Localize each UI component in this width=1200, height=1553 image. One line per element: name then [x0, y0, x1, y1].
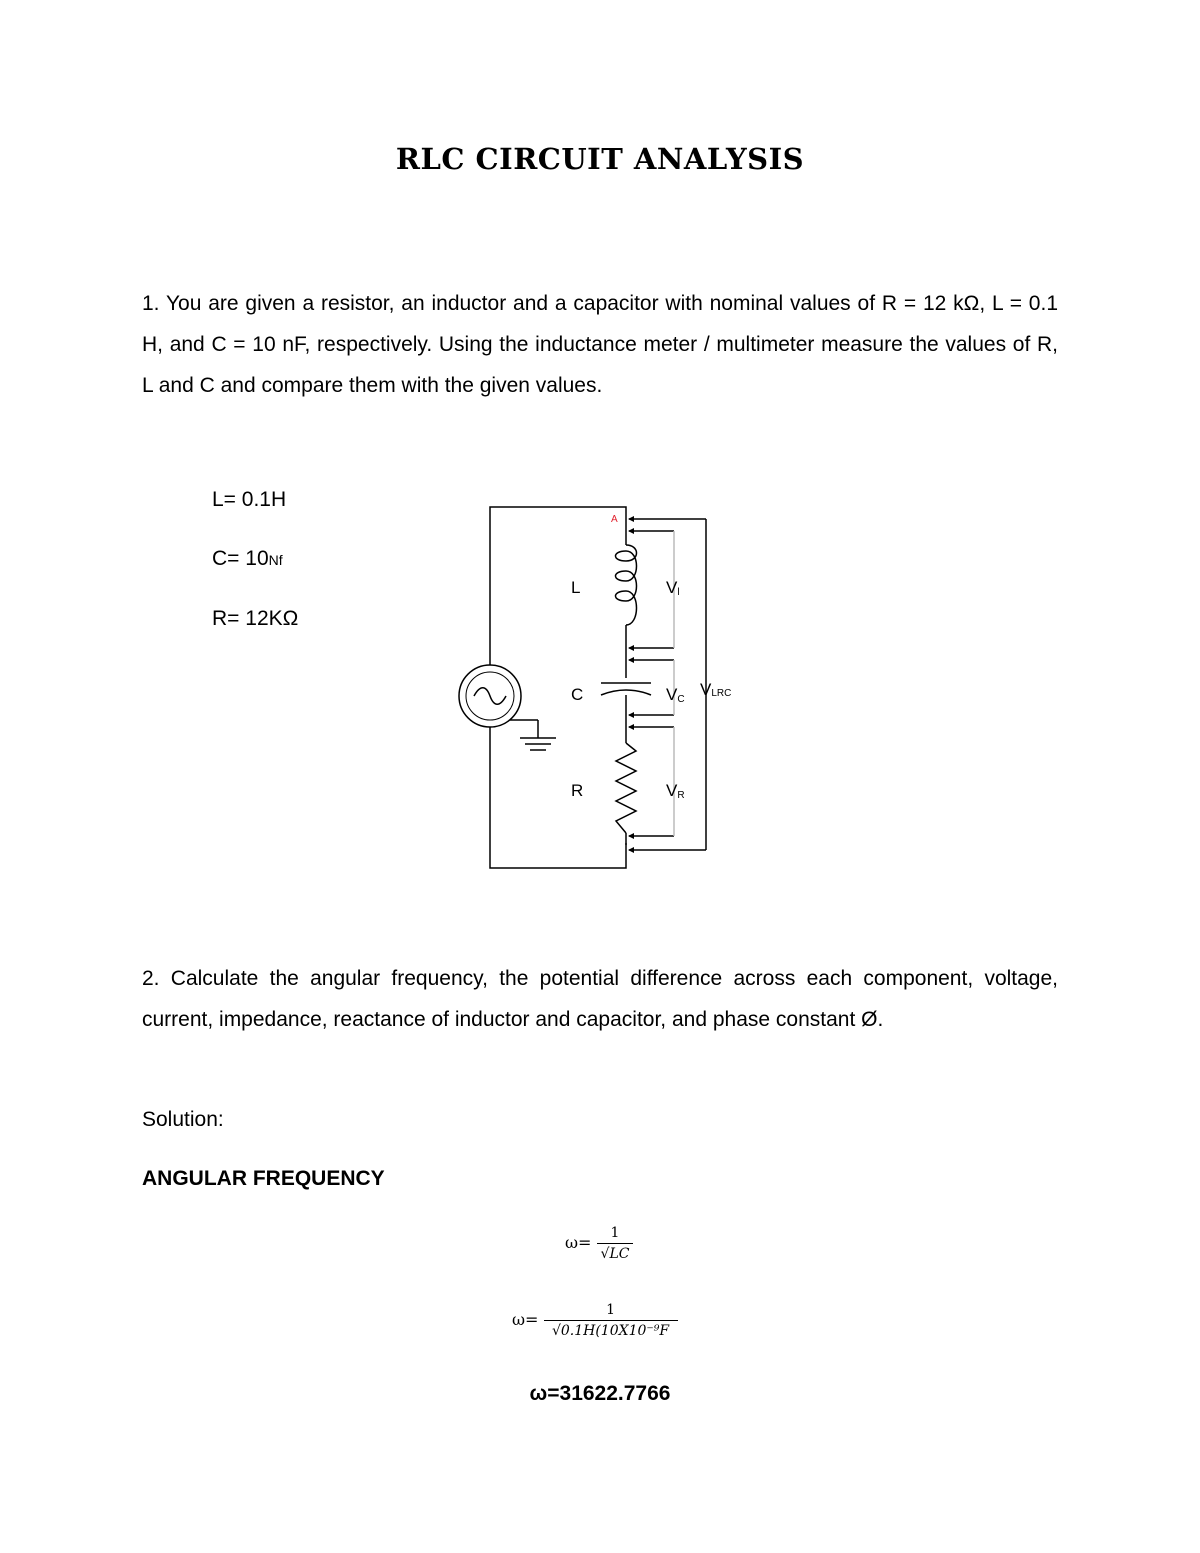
total-voltage-symbol: V: [700, 680, 712, 699]
inductor-voltage-subscript: l: [677, 587, 680, 598]
capacitor-label: C: [571, 685, 584, 704]
capacitor-voltage-label: [666, 685, 685, 705]
question-1-text: 1. You are given a resistor, an inductor and a capacitor with nominal values of R = 12 kΩ, L = 0.1 H, and C = 10 nF, respectively. Using the inductance meter / multimeter measure the values of R, L and C and compare them with the given values.: [142, 292, 1058, 397]
total-voltage-label: [700, 680, 731, 699]
formula-angular-frequency-substituted: [512, 1302, 678, 1339]
formula-2-numerator: 1: [606, 1302, 615, 1318]
inductance-value: L= 0.1H: [212, 488, 287, 511]
ground-icon: [510, 720, 556, 750]
formula-1-lhs: ω=: [565, 1233, 592, 1252]
question-2-text: 2. Calculate the angular frequency, the potential difference across each component, voltage, current, impedance, reactance of inductor and capacitor, and phase constant Ø.: [142, 967, 1058, 1031]
formula-1-fraction: [597, 1225, 634, 1262]
formula-2-denominator: √0.1H(10X10⁻⁹F: [544, 1320, 678, 1339]
probe-arrows: [628, 516, 634, 853]
capacitor-voltage-subscript: C: [677, 694, 685, 705]
formula-2-fraction: [544, 1302, 678, 1339]
formula-1-numerator: 1: [610, 1225, 620, 1241]
node-a-label: A: [611, 514, 618, 525]
resistor-label: R: [571, 781, 584, 800]
capacitance-value: [212, 547, 283, 571]
formula-1-denominator: √LC: [597, 1243, 634, 1262]
formula-2-lhs: ω=: [512, 1310, 539, 1329]
resistance-value: R= 12KΩ: [212, 607, 299, 630]
resistor-symbol: [616, 743, 636, 833]
inductor-label: L: [571, 578, 581, 597]
wire-top: [490, 507, 626, 677]
solution-label: Solution:: [142, 1108, 224, 1131]
angular-frequency-result: ω=31622.7766: [529, 1382, 671, 1405]
inductor-voltage-symbol: V: [666, 578, 678, 597]
total-voltage-subscript: LRC: [711, 688, 732, 699]
capacitance-value-number: C= 10: [212, 547, 269, 570]
resistor-voltage-label: [666, 781, 685, 801]
page-title: RLC CIRCUIT ANALYSIS: [395, 142, 805, 176]
rlc-circuit-diagram: [440, 495, 770, 880]
capacitance-unit: Nf: [268, 552, 283, 568]
capacitor-symbol: [601, 683, 651, 695]
wire-bottom: [490, 715, 626, 868]
formula-angular-frequency-general: [565, 1225, 633, 1262]
inductor-symbol: [616, 545, 637, 625]
section-heading-angular-frequency: ANGULAR FREQUENCY: [142, 1167, 385, 1190]
resistor-voltage-symbol: V: [666, 781, 678, 800]
capacitor-voltage-symbol: V: [666, 685, 678, 704]
resistor-voltage-subscript: R: [677, 790, 685, 801]
inductor-voltage-label: [666, 578, 680, 598]
